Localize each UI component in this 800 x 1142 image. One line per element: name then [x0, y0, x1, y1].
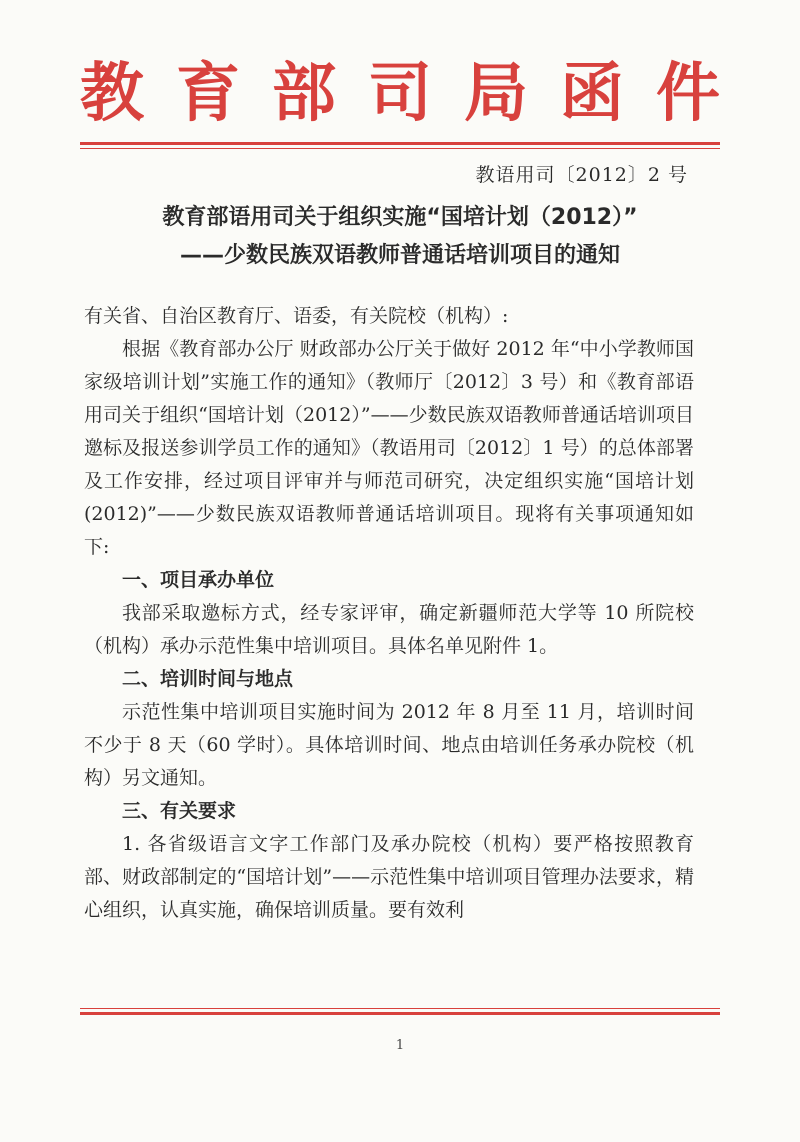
section-heading-3: 三、有关要求	[122, 800, 237, 822]
letterhead-title	[80, 52, 720, 136]
document-title-line-2: ——少数民族双语教师普通话培训项目的通知	[179, 243, 620, 268]
section-heading-1: 一、项目承办单位	[122, 569, 275, 591]
letterhead-char: 部	[272, 56, 336, 131]
salutation: 有关省、自治区教育厅、语委，有关院校（机构）:	[84, 305, 509, 327]
section-text-1: 我部采取邀标方式，经专家评审，确定新疆师范大学等 10 所院校（机构）承办示范性集中培训项目。具体名单见附件 1。	[84, 602, 694, 657]
section-text-2: 示范性集中培训项目实施时间为 2012 年 8 月至 11 月，培训时间不少于 8 天（60 学时）。具体培训时间、地点由培训任务承办院校（机构）另文通知。	[84, 701, 694, 789]
header-red-rule	[80, 142, 720, 149]
letterhead-char: 函	[560, 56, 624, 131]
document-number: 教语用司〔2012〕2 号	[475, 164, 688, 186]
section-text-3: 1. 各省级语言文字工作部门及承办院校（机构）要严格按照教育部、财政部制定的“国培计划”——示范性集中培训项目管理办法要求，精心组织，认真实施，确保培训质量。要有效利	[84, 833, 694, 921]
intro-paragraph: 根据《教育部办公厅 财政部办公厅关于做好 2012 年“中小学教师国家级培训计划”实施工作的通知》（教师厅〔2012〕3 号）和《教育部语用司关于组织“国培计划（2012）”——少数民族双语教师普通话培训项目邀标及报送参训学员工作的通知》（教语用司〔2012〕1 号）的总体部署及工作安排，经过项目评审并与师范司研究，决定组织实施“国培计划(2012)”——少数民族双语教师普通话培训项目。现将有关事项通知如下:	[84, 338, 694, 558]
letterhead-char: 司	[368, 56, 432, 131]
header-rule-thick	[80, 142, 720, 145]
header-rule-thin	[80, 148, 720, 149]
document-title-line-1: 教育部语用司关于组织实施“国培计划（2012）”	[162, 205, 638, 230]
page-number: 1	[395, 1038, 405, 1053]
document-body	[84, 300, 694, 927]
letterhead-char: 教	[80, 56, 144, 131]
section-heading-2: 二、培训时间与地点	[122, 668, 294, 690]
letterhead-char: 件	[656, 56, 720, 131]
letterhead-char: 育	[176, 56, 240, 131]
footer-red-rule	[80, 1008, 720, 1015]
footer-rule-thin	[80, 1008, 720, 1009]
footer-rule-thick	[80, 1012, 720, 1015]
letterhead-char: 局	[464, 56, 528, 131]
